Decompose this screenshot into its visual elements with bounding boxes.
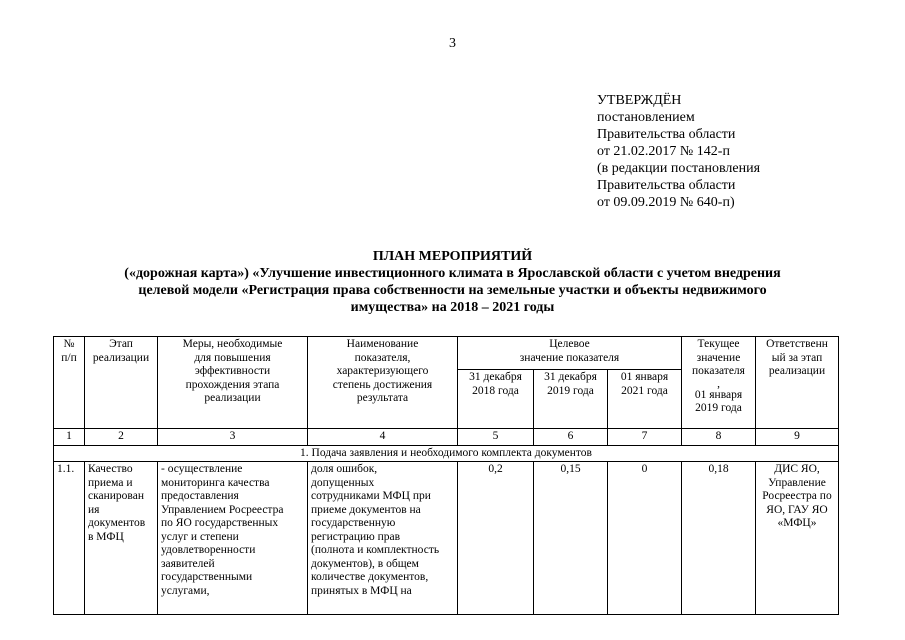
column-number: 5 <box>458 429 534 446</box>
approval-line: постановлением <box>597 110 695 125</box>
section-title: 1. Подача заявления и необходимого комплекта документов <box>54 445 839 462</box>
document-title <box>60 248 845 316</box>
title-line: ПЛАН МЕРОПРИЯТИЙ <box>372 249 533 264</box>
approval-line: от 09.09.2019 № 640-п) <box>597 195 735 210</box>
column-number: 9 <box>756 429 839 446</box>
row-measures: - осуществление мониторинга качества предоставления Управлением Росреестра по ЯО государственных услуг и степени удовлетворенности заявителей государственными услугами, <box>158 462 308 615</box>
title-line: («дорожная карта») «Улучшение инвестиционного климата в Ярославской области с учетом внедрения <box>124 266 781 281</box>
column-numbers-row <box>54 429 839 446</box>
approval-line: УТВЕРЖДЁН <box>597 93 682 108</box>
title-line: имущества» на 2018 – 2021 годы <box>350 300 555 315</box>
column-number: 2 <box>85 429 158 446</box>
page-number: 3 <box>449 36 456 51</box>
column-number: 3 <box>158 429 308 446</box>
approval-line: от 21.02.2017 № 142-п <box>597 144 730 159</box>
column-number: 7 <box>608 429 682 446</box>
row-target-2018: 0,2 <box>458 462 534 615</box>
row-current: 0,18 <box>682 462 756 615</box>
header-target-2021: 01 января 2021 года <box>608 370 682 429</box>
header-row <box>54 337 839 370</box>
column-number: 8 <box>682 429 756 446</box>
row-stage: Качество приема и сканирован ия документов в МФЦ <box>85 462 158 615</box>
row-indicator: доля ошибок, допущенных сотрудниками МФЦ при приеме документов на государственную регистрацию прав (полнота и комплектность документов), в общем количестве документов, принятых в МФЦ на <box>308 462 458 615</box>
header-stage: Этап реализации <box>85 337 158 429</box>
header-current: Текущее значение показателя , 01 января 2019 года <box>682 337 756 429</box>
approval-line: (в редакции постановления <box>597 161 761 176</box>
column-number: 6 <box>534 429 608 446</box>
header-target-2018: 31 декабря 2018 года <box>458 370 534 429</box>
plan-table <box>53 336 839 615</box>
header-num: № п/п <box>54 337 85 429</box>
approval-stamp <box>597 92 760 211</box>
row-num: 1.1. <box>54 462 85 615</box>
approval-line: Правительства области <box>597 178 736 193</box>
column-number: 1 <box>54 429 85 446</box>
header-target: Целевое значение показателя <box>458 337 682 370</box>
table-row <box>54 462 839 615</box>
header-indicator: Наименование показателя, характеризующего степень достижения результата <box>308 337 458 429</box>
header-target-2019: 31 декабря 2019 года <box>534 370 608 429</box>
row-target-2021: 0 <box>608 462 682 615</box>
header-measures: Меры, необходимые для повышения эффективности прохождения этапа реализации <box>158 337 308 429</box>
title-line: целевой модели «Регистрация права собственности на земельные участки и объекты недвижимого <box>138 283 767 298</box>
header-responsible: Ответственн ый за этап реализации <box>756 337 839 429</box>
column-number: 4 <box>308 429 458 446</box>
row-responsible: ДИС ЯО, Управление Росреестра по ЯО, ГАУ ЯО «МФЦ» <box>756 462 839 615</box>
row-target-2019: 0,15 <box>534 462 608 615</box>
section-row <box>54 445 839 462</box>
approval-line: Правительства области <box>597 127 736 142</box>
